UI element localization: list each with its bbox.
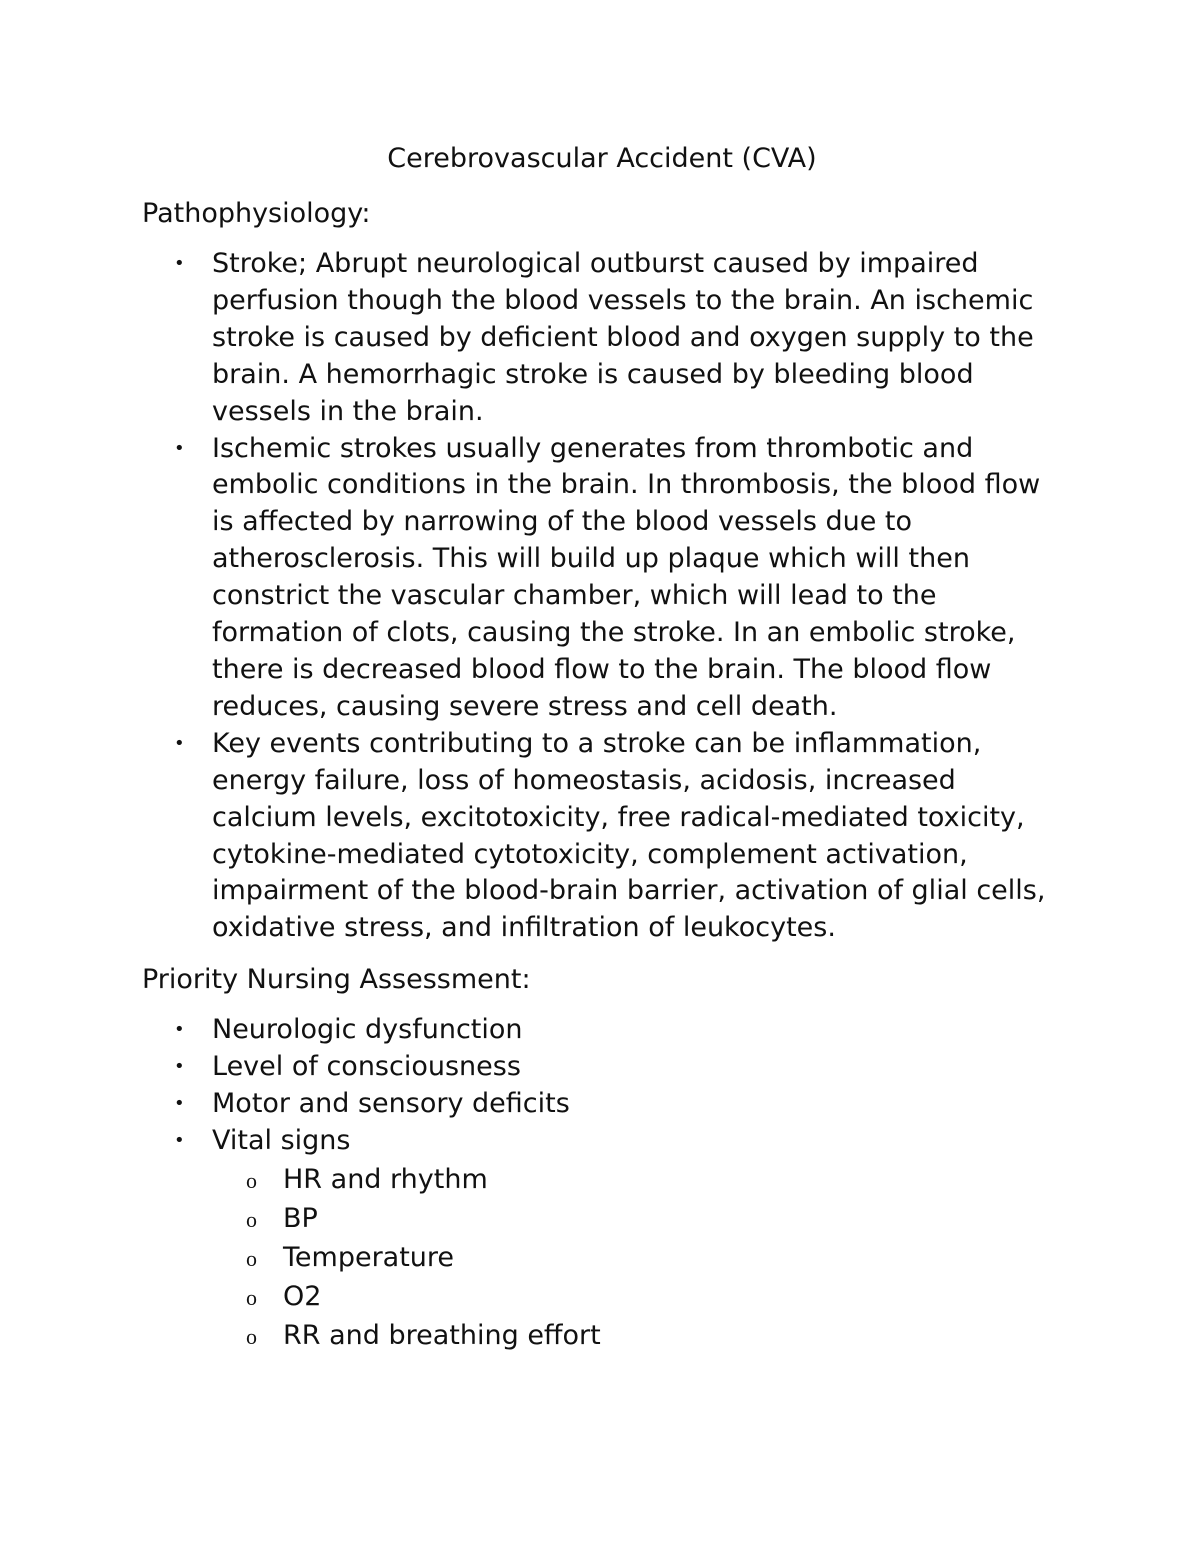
- list-item: [142, 1086, 1062, 1123]
- list-item: [142, 246, 1062, 431]
- sub-bullet-icon: o: [246, 1323, 257, 1349]
- list-item: [142, 1123, 1062, 1355]
- list-item: [142, 1012, 1062, 1049]
- sub-list-item: [142, 1316, 1062, 1355]
- bullet-icon: •: [174, 1019, 185, 1041]
- list-item-text: Stroke; Abrupt neurological outburst caused by impaired perfusion though the blood vessels to the brain. An ischemic stroke is caused by deficient blood and oxygen supply to the brain. A hemorrhagic stroke is caused by bleeding blood vessels in the brain.: [212, 248, 1034, 427]
- bullet-icon: •: [174, 1056, 185, 1078]
- bullet-icon: •: [174, 437, 185, 459]
- bullet-icon: •: [174, 1093, 185, 1115]
- list-item: [142, 1049, 1062, 1086]
- bullet-icon: •: [174, 1129, 185, 1151]
- list-item-text: Motor and sensory deficits: [212, 1088, 570, 1120]
- sub-bullet-icon: o: [246, 1245, 257, 1271]
- assessment-list: [142, 1012, 1062, 1355]
- list-item-text: Key events contributing to a stroke can be inflammation, energy failure, loss of homeostasis, acidosis, increased calcium levels, excitotoxicity, free radical-mediated toxicity, cytokine-mediated cytotoxicity, complement activation, impairment of the blood-brain barrier, activation of glial cells, oxidative stress, and infiltration of leukocytes.: [212, 727, 1046, 944]
- section-heading-pathophysiology: Pathophysiology:: [142, 198, 371, 229]
- sub-list-item: [142, 1277, 1062, 1316]
- sub-list-item-text: HR and rhythm: [283, 1163, 488, 1195]
- sub-bullet-icon: o: [246, 1284, 257, 1310]
- bullet-icon: •: [174, 732, 185, 754]
- list-item-text: Level of consciousness: [212, 1051, 521, 1083]
- sub-list-item-text: O2: [283, 1280, 322, 1312]
- sub-bullet-icon: o: [246, 1167, 257, 1193]
- vital-signs-sublist: [212, 1160, 1062, 1355]
- sub-list-item-text: BP: [283, 1202, 318, 1234]
- sub-list-item-text: Temperature: [283, 1241, 455, 1273]
- list-item-text: Ischemic strokes usually generates from thrombotic and embolic conditions in the brain. In thrombosis, the blood flow is affected by narrowing of the blood vessels due to atherosclerosis. This will build up plaque which will then constrict the vascular chamber, which will lead to the formation of clots, causing the stroke. In an embolic stroke, there is decreased blood flow to the brain. The blood flow reduces, causing severe stress and cell death.: [212, 432, 1041, 722]
- list-item-text: Vital signs: [212, 1124, 351, 1156]
- list-item-text: Neurologic dysfunction: [212, 1014, 523, 1046]
- document-title: Cerebrovascular Accident (CVA): [387, 143, 817, 174]
- pathophysiology-list: [142, 246, 1062, 947]
- list-item: [142, 431, 1062, 726]
- sub-bullet-icon: o: [246, 1206, 257, 1232]
- sub-list-item: [142, 1238, 1062, 1277]
- document-page: [142, 140, 1062, 1355]
- sub-list-item-text: RR and breathing effort: [283, 1319, 601, 1351]
- sub-list-item: [142, 1199, 1062, 1238]
- section-heading-priority-nursing-assessment: Priority Nursing Assessment:: [142, 964, 531, 996]
- bullet-icon: •: [174, 253, 185, 274]
- list-item: [142, 726, 1062, 947]
- sub-list-item: [142, 1160, 1062, 1199]
